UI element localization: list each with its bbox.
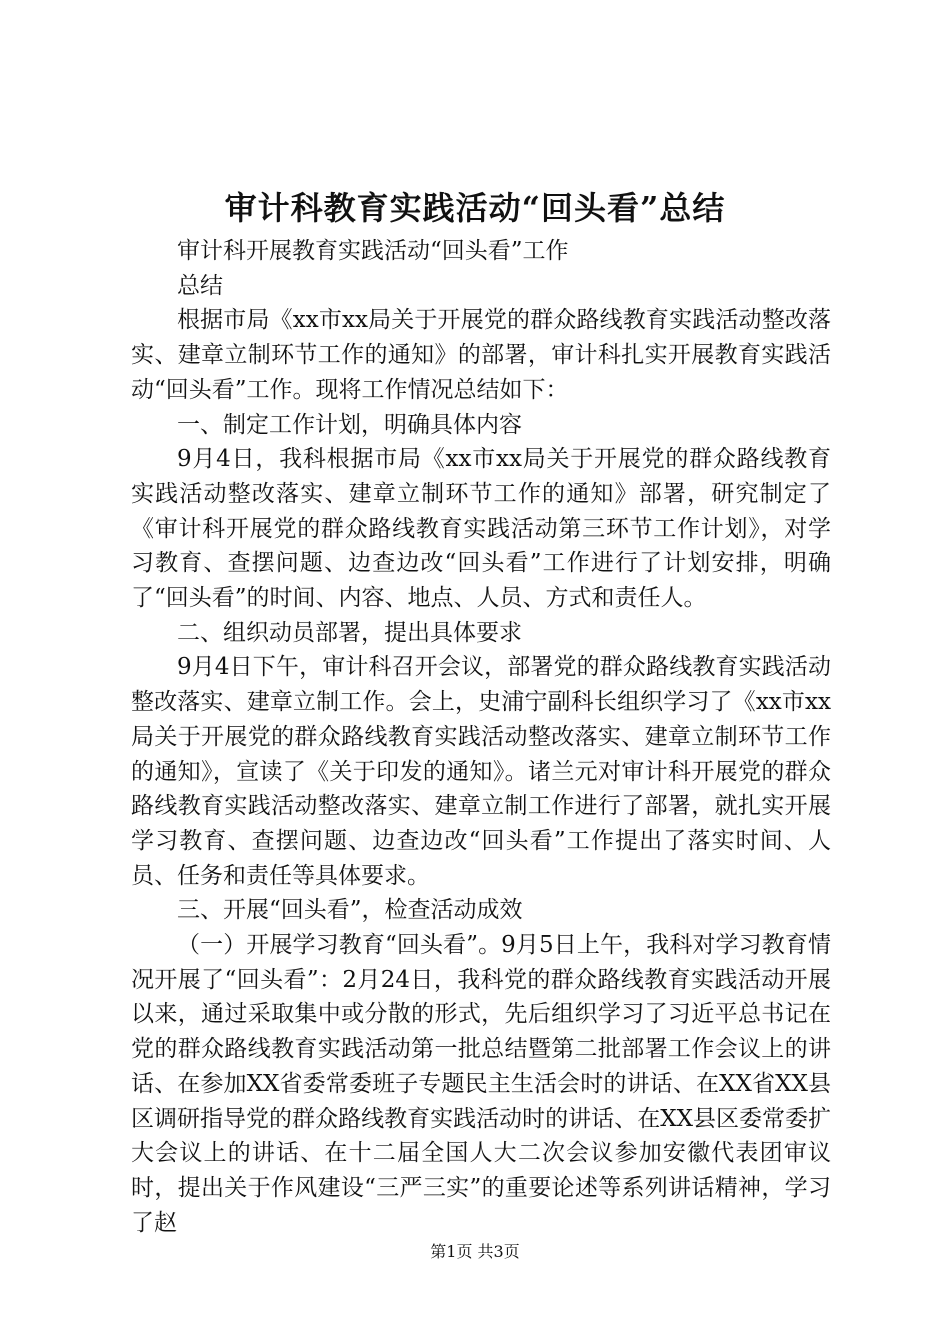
body-paragraph: 9月4日下午，审计科召开会议，部署党的群众路线教育实践活动整改落实、建章立制工作。会上，史浦宁副科长组织学习了《xx市xx局关于开展党的群众路线教育实践活动整改落实、建章立制环节工作的通知》，宣读了《关于印发的通知》。诸兰元对审计科开展党的群众路线教育实践活动整改落实、建章立制工作进行了部署，就扎实开展学习教育、查摆问题、边查边改“回头看”工作提出了落实时间、人员、任务和责任等具体要求。 [131,654,831,889]
subtitle-line: 总结 [177,272,223,299]
body-paragraph: 9月4日，我科根据市局《xx市xx局关于开展党的群众路线教育实践活动整改落实、建章立制环节工作的通知》部署，研究制定了《审计科开展党的群众路线教育实践活动第三环节工作计划》，对学习教育、查摆问题、边查边改“回头看”工作进行了计划安排，明确了“回头看”的时间、内容、地点、人员、方式和责任人。 [131,446,831,612]
section-heading: 三、开展“回头看”，检查活动成效 [177,897,523,924]
body-paragraph: （一）开展学习教育“回头看”。9月5日上午，我科对学习教育情况开展了“回头看”：2月24日，我科党的群众路线教育实践活动开展以来，通过采取集中或分散的形式，先后组织学习了习近平总书记在党的群众路线教育实践活动第一批总结暨第二批部署工作会议上的讲话、在参加XX省委常委班子专题民主生活会时的讲话、在XX省XX县区调研指导党的群众路线教育实践活动时的讲话、在XX县区委常委扩大会议上的讲话、在十二届全国人大二次会议参加安徽代表团审议时，提出关于作风建设“三严三实”的重要论述等系列讲话精神，学习了赵 [131,932,831,1236]
document-title: 审计科教育实践活动“回头看”总结 [224,189,726,227]
page-footer: 第1页 共3页 [430,1242,520,1261]
intro-paragraph: 根据市局《xx市xx局关于开展党的群众路线教育实践活动整改落实、建章立制环节工作的通知》的部署，审计科扎实开展教育实践活动“回头看”工作。现将工作情况总结如下： [131,307,831,403]
subtitle-line: 审计科开展教育实践活动“回头看”工作 [177,238,569,264]
section-heading: 二、组织动员部署，提出具体要求 [177,619,522,646]
section-heading: 一、制定工作计划，明确具体内容 [177,411,522,438]
document-body [131,234,831,1240]
